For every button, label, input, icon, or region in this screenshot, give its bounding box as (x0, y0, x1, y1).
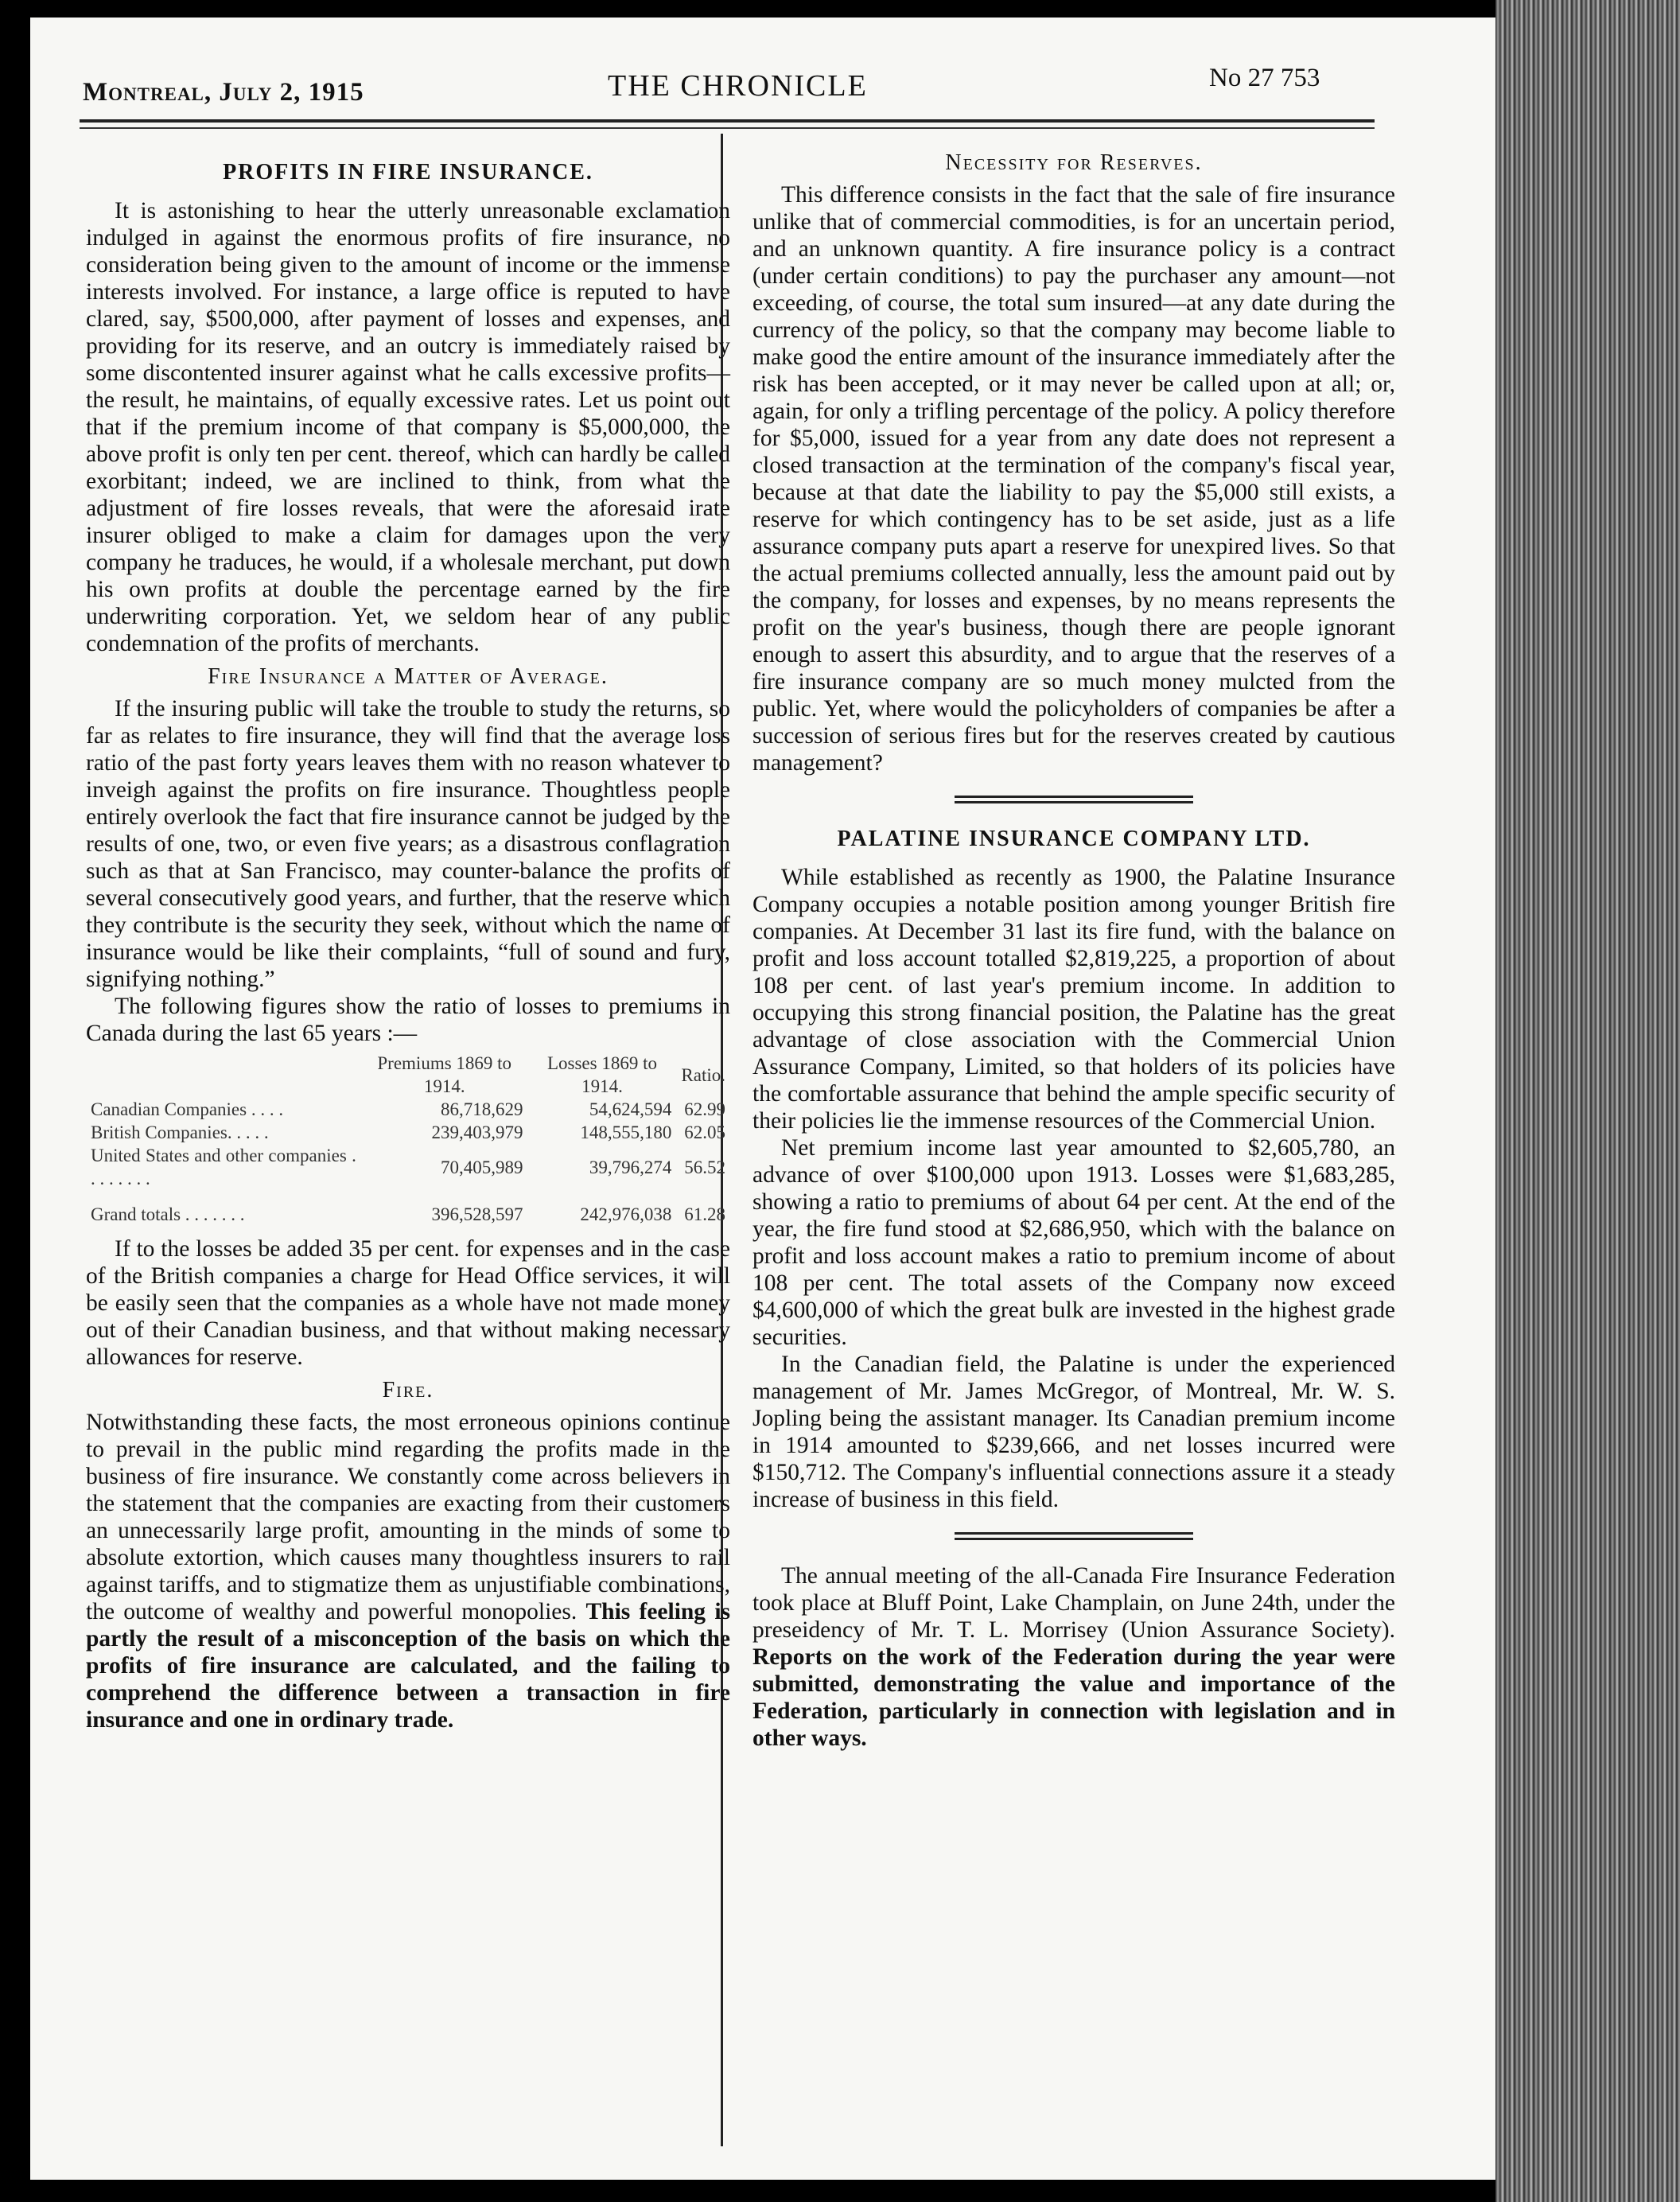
paragraph-bold: This feeling is partly the result of a misconception of the basis on which the profits of fire insurance are calculated, and the failing to comprehend the difference between a transaction in fire insurance and one in ordinary trade. (86, 1599, 730, 1733)
header-rule (80, 119, 1375, 123)
table-cell: 56.52 (684, 1157, 725, 1177)
table-cell: 242,976,038 (580, 1204, 672, 1224)
issue-page-number: No 27 753 (1209, 64, 1320, 92)
table-cell: British Companies. . . . . (91, 1122, 269, 1142)
table-cell: 61.28 (684, 1204, 725, 1224)
section-divider (955, 796, 1193, 803)
table-cell: 239,403,979 (431, 1122, 523, 1142)
table-header: Premiums 1869 to 1914. (377, 1053, 512, 1096)
table-cell: 39,796,274 (589, 1157, 672, 1177)
table-cell: Grand totals . . . . . . . (91, 1204, 245, 1224)
table-row (86, 1098, 730, 1121)
section-subhead: Fire Insurance a Matter of Average. (208, 664, 609, 689)
paragraph: This difference consists in the fact that the sale of fire insurance unlike that of commercial commodities, is for an uncertain period, and an unknown quantity. A fire insurance policy is a contract (under certain conditions) to pay the purchaser any amount—not exceeding, of course, the total sum insured—at any date during the currency of the policy, so that the company may become liable to make good the entire amount of the insurance immediately after the risk has been accepted, or it may never be called upon at all; or, again, for only a trifling percentage of the policy. A policy therefore for $5,000, issued for a year from any date does not represent a closed transaction at the termination of the company's fiscal year, because at that date the liability to pay the $5,000 still exists, a reserve for which contingency has to be set aside, just as a life assurance company puts apart a reserve for unexpired lives. So that the actual premiums collected annually, less the amount paid out by the company, for losses and expenses, by no means represents the profit on the year's business, though there are people ignorant enough to assert this absurdity, and to argue that the reserves of a fire insurance company are so much money mulcted from the public. Yet, where would the policyholders of companies be after a succession of serious fires but for the reserves created by cautious management? (752, 182, 1395, 776)
paragraph-bold: Reports on the work of the Federation during the year were submitted, demonstrating the value and importance of the Federation, particularly in connection with legislation and in other ways. (752, 1644, 1395, 1751)
table-cell: 148,555,180 (580, 1122, 672, 1142)
book-edge (1495, 0, 1680, 2202)
paragraph: Net premium income last year amounted to $2,605,780, an advance of over $100,000 upon 1913. Losses were $1,683,285, showing a ratio to premiums of about 64 per cent. At the end of the year, the fire fund stood at $2,686,950, which with the balance on profit and loss account makes a ratio to premium income of about 108 per cent. The total assets of the Company now exceed $4,600,000 of which the great bulk are invested in the highest grade securities. (752, 1135, 1395, 1350)
right-column (752, 143, 1395, 1752)
section-subhead: Necessity for Reserves. (945, 150, 1203, 175)
table-cell: 70,405,989 (441, 1157, 523, 1177)
paragraph: The following figures show the ratio of losses to premiums in Canada during the last 65 years :— (86, 994, 730, 1046)
table-cell: 62.99 (684, 1099, 725, 1119)
table-cell: Canadian Companies . . . . (91, 1099, 284, 1119)
paragraph: In the Canadian field, the Palatine is under the experienced management of Mr. James McGregor, of Montreal, Mr. W. S. Jopling being the assistant manager. Its Canadian premium income in 1914 amounted to $239,666, and net losses incurred were $150,712. The Company's influential connections assure it a steady increase of business in this field. (752, 1352, 1395, 1512)
table-cell: 62.05 (684, 1122, 725, 1142)
paragraph: Notwithstanding these facts, the most erroneous opinions continue to prevail in the public mind regarding the profits made in the business of fire insurance. We constantly come across believers in the statement that the companies are exacting from their customers an unnecessarily large profit, amounting in the minds of some to absolute extortion, which causes many thoughtless insurers to rail against tariffs, and to stigmatize them as unjustifiable combinations, the outcome of wealthy and powerful monopolies. (86, 1410, 730, 1624)
table-cell: United States and other companies . . . . . . . . (91, 1146, 356, 1189)
header-rule-thin (80, 127, 1375, 129)
left-column (86, 159, 730, 1733)
paragraph: While established as recently as 1900, the Palatine Insurance Company occupies a notable position among younger British fire companies. At December 31 last its fire fund, with the balance on profit and loss account totalled $2,819,225, a proportion of about 108 per cent. of last year's premium income. In addition to occupying this strong financial position, the Palatine has the great advantage of close association with the Commercial Union Assurance Company, Limited, so that holders of its policies have the comfortable assurance that behind the ample specific security of their policies lie the immense resources of the Commercial Union. (752, 865, 1395, 1134)
loss-ratio-table (86, 1052, 730, 1226)
paragraph (752, 1562, 1395, 1752)
table-row (86, 1144, 730, 1190)
paragraph: It is astonishing to hear the utterly unreasonable exclamation indulged in against the enormous profits of fire insurance, no consideration being given to the amount of income or the immense interests involved. For instance, a large office is reputed to have clared, say, $500,000, after payment of losses and expenses, and providing for its reserve, and an outcry is immediately raised by some discontented insurer against what he calls excessive profits— the result, he maintains, of equally excessive rates. Let us point out that if the premium income of that company is $5,000,000, the above profit is only ten per cent. thereof, which can hardly be called exorbitant; indeed, we are inclined to think, from what the adjustment of fire losses reveals, that were the aforesaid irate insurer obliged to make a claim for damages upon the very company he traduces, he would, if a wholesale merchant, put down his own profits at double the percentage earned by the fire underwriting corporation. Yet, we seldom hear of any public condemnation of the profits of merchants. (86, 198, 730, 656)
masthead: THE CHRONICLE (608, 69, 868, 103)
article-headline: PROFITS IN FIRE INSURANCE. (223, 160, 593, 185)
section-subhead: Fire. (382, 1378, 434, 1403)
section-divider (955, 1532, 1193, 1540)
table-header: Ratio. (681, 1064, 725, 1085)
table-cell: 54,624,594 (589, 1099, 672, 1119)
article-headline: PALATINE INSURANCE COMPANY LTD. (837, 827, 1311, 851)
header-dateline: Montreal, July 2, 1915 (83, 78, 364, 107)
table-cell: 86,718,629 (441, 1099, 523, 1119)
paragraph-text: The annual meeting of the all-Canada Fire Insurance Federation took place at Bluff Point, Lake Champlain, on June 24th, under the preseidency of Mr. T. L. Morrisey (Union Assurance Society). (752, 1563, 1395, 1643)
paragraph: If the insuring public will take the trouble to study the returns, so far as relates to fire insurance, they will find that the average loss ratio of the past forty years leaves them with no reason whatever to inveigh against the profits on fire insurance. Thoughtless people entirely overlook the fact that fire insurance cannot be judged by the results of one, two, or even five years; as a disastrous conflagration such as that at San Francisco, may counter-balance the profits of several consecutively good years, and further, that the reserve which they contribute is the security they seek, without which the name of insurance would be like their complaints, “full of sound and fury, signifying nothing.” (86, 696, 730, 992)
paragraph: If to the losses be added 35 per cent. for expenses and in the case of the British companies a charge for Head Office services, it will be easily seen that the companies as a whole have not made money out of their Canadian business, and that without making necessary allowances for reserve. (86, 1236, 730, 1370)
table-cell: 396,528,597 (431, 1204, 523, 1224)
table-row (86, 1121, 730, 1144)
table-header: Losses 1869 to 1914. (546, 1053, 657, 1096)
table-row-total (86, 1190, 730, 1226)
